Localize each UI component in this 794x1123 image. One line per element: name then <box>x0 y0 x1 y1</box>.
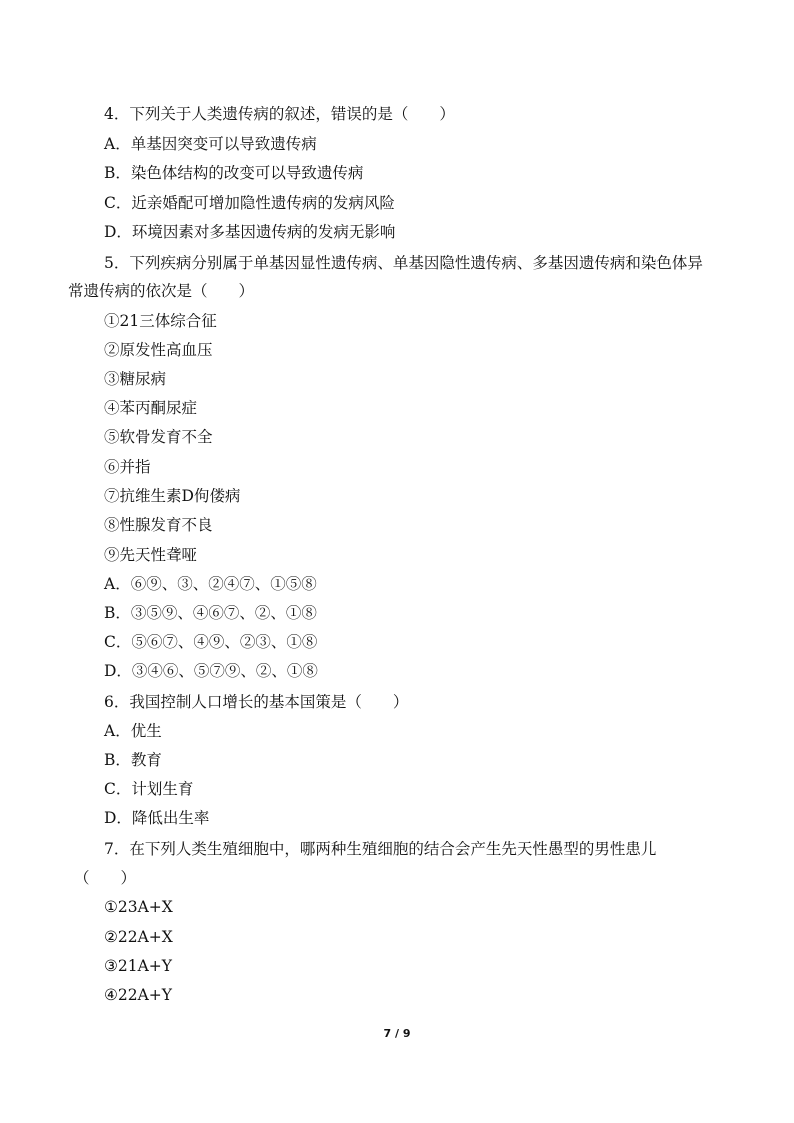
question-5-item: ①21三体综合征 <box>104 312 217 330</box>
question-6-option-a: A．优生 <box>104 722 162 740</box>
question-7-item: ②22A+X <box>104 928 173 946</box>
question-5-item: ⑧性腺发育不良 <box>104 516 213 534</box>
question-5-item: ⑥并指 <box>104 458 151 476</box>
question-7-item: ①23A+X <box>104 898 173 916</box>
question-7-item: ④22A+Y <box>104 986 173 1004</box>
question-6-stem: 6．我国控制人口增长的基本国策是（ ） <box>104 693 409 711</box>
question-6-option-d: D．降低出生率 <box>104 809 210 827</box>
page-number: 7 / 9 <box>383 1027 411 1040</box>
question-7-item: ③21A+Y <box>104 957 173 975</box>
question-7-answer-paren: （ ） <box>74 869 137 887</box>
question-5-item: ④苯丙酮尿症 <box>104 399 198 417</box>
question-4-stem: 4．下列关于人类遗传病的叙述，错误的是（ ） <box>104 105 455 123</box>
question-5-item: ⑤软骨发育不全 <box>104 428 213 446</box>
question-5-item: ⑦抗维生素D佝偻病 <box>104 487 241 505</box>
question-4-option-b: B．染色体结构的改变可以导致遗传病 <box>104 164 364 182</box>
question-7-stem: 7．在下列人类生殖细胞中，哪两种生殖细胞的结合会产生先天性愚型的男性患儿 <box>104 840 657 858</box>
question-5-stem: 5．下列疾病分别属于单基因显性遗传病、单基因隐性遗传病、多基因遗传病和染色体异 <box>104 254 703 272</box>
question-6-option-b: B．教育 <box>104 751 162 769</box>
question-4-option-c: C．近亲婚配可增加隐性遗传病的发病风险 <box>104 194 395 212</box>
question-5-option-b: B．③⑤⑨、④⑥⑦、②、①⑧ <box>104 604 317 622</box>
question-5-item: ②原发性高血压 <box>104 341 213 359</box>
question-5-option-c: C．⑤⑥⑦、④⑨、②③、①⑧ <box>104 633 318 651</box>
question-4-option-d: D．环境因素对多基因遗传病的发病无影响 <box>104 223 396 241</box>
question-4-option-a: A．单基因突变可以导致遗传病 <box>104 135 317 153</box>
question-6-option-c: C．计划生育 <box>104 780 194 798</box>
question-5-option-a: A．⑥⑨、③、②④⑦、①⑤⑧ <box>104 575 317 593</box>
question-5-option-d: D．③④⑥、⑤⑦⑨、②、①⑧ <box>104 662 318 680</box>
question-5-item: ③糖尿病 <box>104 370 167 388</box>
question-5-item: ⑨先天性聋哑 <box>104 546 198 564</box>
question-5-stem-continued: 常遗传病的依次是（ ） <box>68 282 255 300</box>
